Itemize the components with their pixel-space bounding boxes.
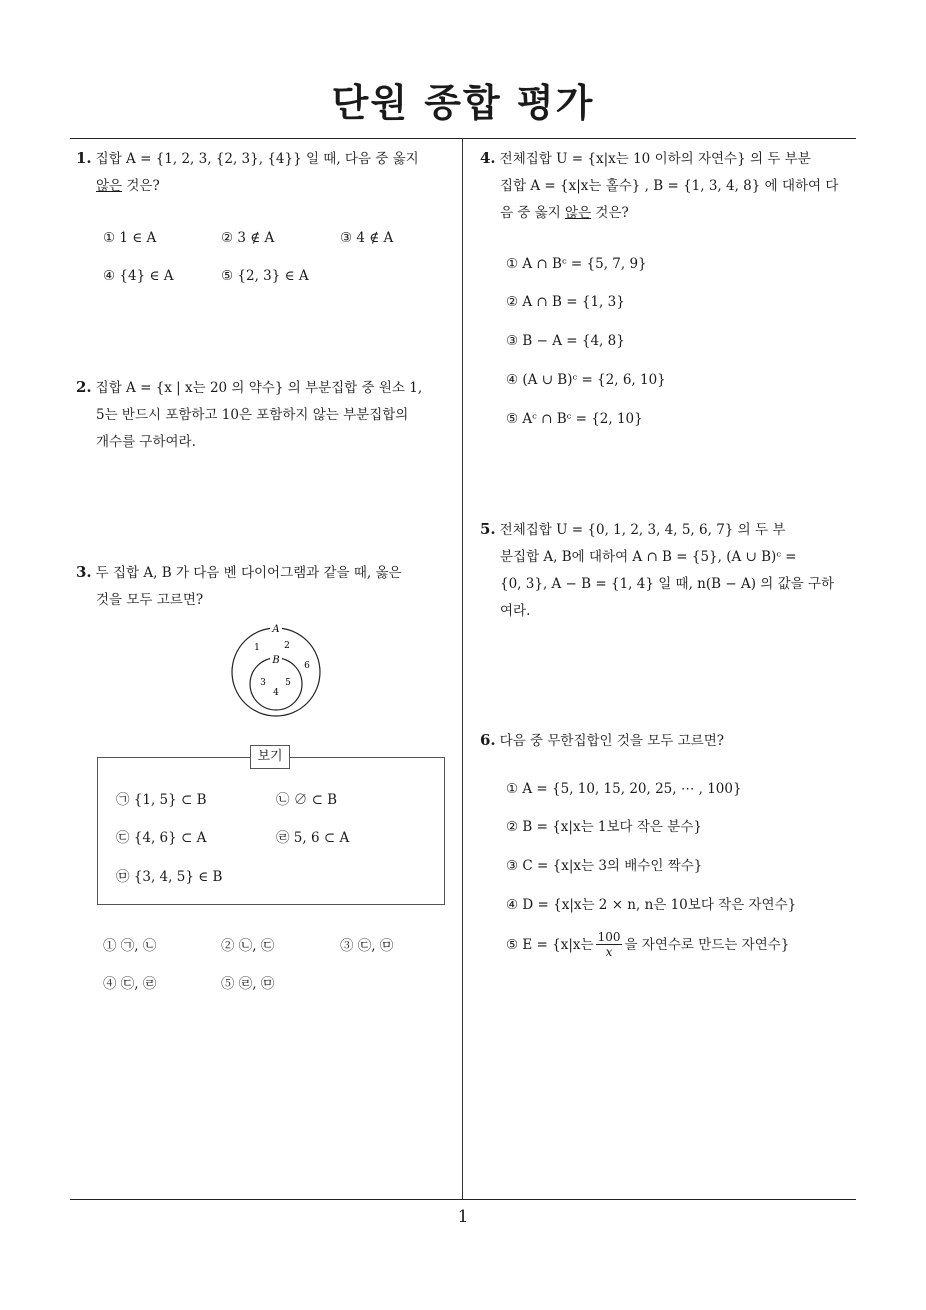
question-text: 분집합 A, B에 대하여 A ∩ B = {5}, (A ∪ B)ᶜ = [500,549,797,565]
fraction-denominator: x [605,945,613,959]
choice-5[interactable]: ⑤ ㉣, ㉤ [221,976,275,992]
question-text: 다음 중 무한집합인 것을 모두 고르면? [499,733,724,749]
choice-3[interactable]: ③ B − A = {4, 8} [506,333,625,349]
example-item-5: ㉤ {3, 4, 5} ∈ B [116,869,223,885]
fraction-numerator: 100 [597,930,621,944]
example-item-2: ㉡ ∅ ⊂ B [276,792,338,808]
example-item-3: ㉢ {4, 6} ⊂ A [116,830,207,846]
choice-4[interactable]: ④ (A ∪ B)ᶜ = {2, 6, 10} [506,372,666,388]
choice-1[interactable]: ① A ∩ Bᶜ = {5, 7, 9} [506,256,647,272]
choice-3[interactable]: ③ C = {x|x는 3의 배수인 짝수} [506,858,703,874]
choice-1[interactable]: ① A = {5, 10, 15, 20, 25, ⋯ , 100} [506,781,742,797]
set-b-label: B [272,655,280,666]
underline-text: 않은 [565,205,592,221]
choice-2[interactable]: ② A ∩ B = {1, 3} [506,294,625,310]
question-4 [480,145,860,227]
choice-4[interactable]: ④ ㉢, ㉣ [103,976,157,992]
question-text: 집합 A = {x | x는 20 의 약수} 의 부분집합 중 원소 1, [95,380,423,396]
question-text: 두 집합 A, B 가 다음 벤 다이어그램과 같을 때, 옳은 [95,565,402,581]
choice-3[interactable]: ③ ㉢, ㉤ [340,938,394,954]
choice-text: 을 자연수로 만드는 자연수} [624,936,790,953]
question-text: 전체집합 U = {x|x는 10 이하의 자연수} 의 두 부분 [499,151,811,167]
choice-5[interactable]: ⑤ {2, 3} ∈ A [221,268,309,284]
example-box-title: 보기 [250,745,290,769]
choice-5[interactable]: ⑤ Aᶜ ∩ Bᶜ = {2, 10} [506,411,643,427]
set-a-label: A [272,624,280,635]
question-text: 개수를 구하여라. [96,434,196,450]
question-text: 것은? [122,178,160,194]
page-number: 1 [457,1207,469,1227]
question-text: 음 중 옳지 [500,205,566,221]
question-number: 2. [76,378,92,396]
choice-1[interactable]: ① 1 ∈ A [103,230,157,246]
question-1 [76,145,456,200]
question-number: 1. [76,149,92,167]
fraction [596,930,623,959]
set-a-circle [232,628,320,716]
venn-diagram [228,620,324,720]
bottom-rule [70,1199,856,1200]
question-text: {0, 3}, A − B = {1, 4} 일 때, n(B − A) 의 값을 구하 [500,576,835,592]
element-2: 2 [284,641,290,651]
question-6 [480,727,860,755]
question-text: 것은? [591,205,629,221]
question-text: 집합 A = {1, 2, 3, {2, 3}, {4}} 일 때, 다음 중 옳지 [95,151,419,167]
example-item-1: ㉠ {1, 5} ⊂ B [116,792,207,808]
question-number: 3. [76,563,92,581]
choice-5[interactable] [506,930,789,959]
question-3 [76,559,460,614]
element-3: 3 [260,678,266,688]
choice-2[interactable]: ② 3 ∉ A [221,230,275,246]
question-number: 4. [480,149,496,167]
choice-text: ⑤ E = {x|x는 [506,936,594,953]
question-text: 5는 반드시 포함하고 10은 포함하지 않는 부분집합의 [96,407,409,423]
choice-4[interactable]: ④ D = {x|x는 2 × n, n은 10보다 작은 자연수} [506,897,797,913]
question-2 [76,374,460,456]
top-rule [70,138,856,139]
question-text: 것을 모두 고르면? [96,592,204,608]
question-5 [480,516,860,625]
question-number: 6. [480,731,496,749]
choice-1[interactable]: ① ㉠, ㉡ [103,938,157,954]
element-4: 4 [273,688,279,698]
underline-text: 않은 [96,178,123,194]
question-text: 전체집합 U = {0, 1, 2, 3, 4, 5, 6, 7} 의 두 부 [499,522,786,538]
choice-4[interactable]: ④ {4} ∈ A [103,268,174,284]
column-divider [462,139,463,1200]
question-number: 5. [480,520,496,538]
element-6: 6 [304,661,310,671]
choice-3[interactable]: ③ 4 ∉ A [340,230,394,246]
page-title: 단원 종합 평가 [331,81,595,125]
choice-2[interactable]: ② ㉡, ㉢ [221,938,275,954]
example-item-4: ㉣ 5, 6 ⊂ A [276,830,350,846]
question-text: 집합 A = {x|x는 홀수} , B = {1, 3, 4, 8} 에 대하여 다 [500,178,839,194]
element-5: 5 [285,678,291,688]
question-text: 여라. [500,603,531,619]
choice-2[interactable]: ② B = {x|x는 1보다 작은 분수} [506,819,702,835]
element-1: 1 [254,643,260,653]
